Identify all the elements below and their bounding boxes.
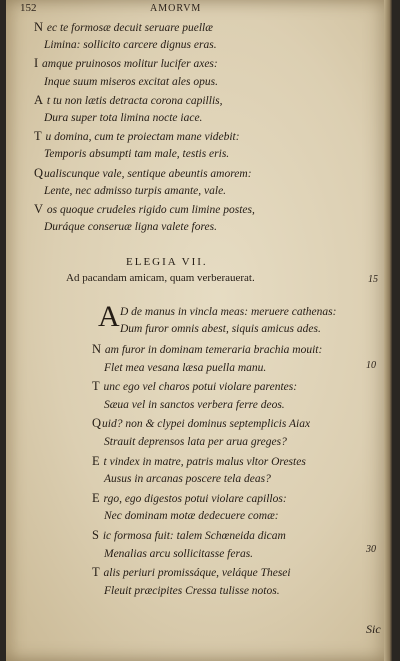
page-header bbox=[20, 2, 380, 18]
drop-capital: A bbox=[98, 300, 120, 333]
margin-note: 10 bbox=[366, 360, 376, 371]
verse-line bbox=[34, 202, 255, 217]
verse-text: u domina, cum te proiectam mane videbit: bbox=[42, 131, 240, 144]
verse-text: t tu non lætis detracta corona capillis, bbox=[44, 94, 223, 107]
verse-line bbox=[92, 342, 322, 357]
verse-line bbox=[92, 528, 286, 543]
verse-line bbox=[34, 129, 240, 144]
elegy-heading: ELEGIA VII. bbox=[126, 256, 208, 268]
margin-note: 30 bbox=[366, 544, 376, 555]
verse-line bbox=[34, 20, 213, 35]
verse-text: unc ego vel charos potui violare parentes: bbox=[100, 381, 298, 394]
verse-text: os quoque crudeles rigido cum limine postes, bbox=[44, 204, 255, 216]
verse-line bbox=[44, 111, 202, 125]
verse-text: Sæua vel in sanctos verbera ferre deos. bbox=[104, 398, 285, 411]
verse-line bbox=[44, 220, 217, 234]
margin-note: 15 bbox=[368, 274, 378, 285]
verse-line bbox=[104, 361, 266, 375]
initial-letter: T bbox=[34, 129, 42, 144]
initial-letter: N bbox=[92, 342, 102, 356]
verse-text: ualiscunque vale, sentique abeuntis amorem: bbox=[44, 167, 252, 180]
running-title: AMORVM bbox=[150, 3, 202, 14]
verse-text: rgo, ego digestos potui violare capillos: bbox=[100, 492, 287, 505]
verse-line bbox=[44, 147, 229, 161]
verse-text: Nec dominam motæ dedecuere comæ: bbox=[104, 510, 279, 523]
verse-text: t vindex in matre, patris malus vltor Orestes bbox=[100, 455, 306, 468]
book-page bbox=[6, 0, 392, 661]
verse-line bbox=[34, 56, 218, 71]
verse-text: Limina: sollicito carcere dignus eras. bbox=[44, 39, 217, 52]
initial-letter: A bbox=[34, 92, 44, 107]
initial-letter: N bbox=[34, 20, 44, 34]
verse-text: uid? non & clypei dominus septemplicis Aiax bbox=[102, 418, 311, 431]
verse-text: Strauit deprensos lata per arua greges? bbox=[104, 436, 287, 448]
verse-line bbox=[92, 379, 297, 394]
verse-line bbox=[92, 491, 287, 506]
verse-line bbox=[104, 398, 285, 412]
initial-letter: E bbox=[92, 453, 100, 468]
initial-letter: E bbox=[92, 490, 100, 505]
verse-text: Dura super tota limina nocte iace. bbox=[44, 112, 203, 124]
verse-text: Temporis absumpti tam male, testis eris. bbox=[44, 148, 230, 161]
verse-text: ec te formosæ decuit seruare puellæ bbox=[44, 22, 213, 34]
verse-line bbox=[44, 38, 217, 52]
page-edge bbox=[384, 0, 392, 661]
verse-line bbox=[44, 184, 226, 198]
verse-line bbox=[104, 435, 287, 449]
verse-line bbox=[92, 416, 310, 431]
initial-letter: T bbox=[92, 565, 100, 580]
verse-text: alis periuri promissáque, veláque Thesei bbox=[100, 567, 291, 580]
initial-letter: Q bbox=[92, 416, 102, 431]
initial-letter: S bbox=[92, 528, 99, 542]
verse-line bbox=[44, 75, 218, 89]
verse-line bbox=[34, 93, 223, 108]
verse-text: Lente, nec admisso turpis amante, vale. bbox=[44, 184, 227, 197]
initial-letter: I bbox=[34, 56, 39, 71]
verse-text: Menalias arcu sollicitasse feras. bbox=[104, 547, 254, 560]
catchword: Sic bbox=[366, 622, 381, 636]
initial-letter: Q bbox=[34, 165, 44, 180]
verse-line bbox=[104, 472, 271, 486]
verse-line bbox=[34, 166, 252, 181]
elegy-argument: Ad pacandam amicam, quam verberauerat. bbox=[66, 272, 255, 284]
verse-line bbox=[104, 509, 279, 523]
verse-line bbox=[104, 547, 253, 561]
folio-number: 152 bbox=[20, 2, 37, 14]
verse-text: Inque suum miseros excitat ales opus. bbox=[44, 75, 218, 88]
verse-text: ic formosa fuit: talem Schœneida dicam bbox=[99, 530, 286, 542]
verse-text: Ausus in arcanas poscere tela deas? bbox=[104, 473, 271, 486]
initial-letter: T bbox=[92, 379, 100, 394]
initial-letter: V bbox=[34, 202, 44, 216]
verse-line bbox=[92, 454, 306, 469]
verse-line: Dum furor omnis abest, siquis amicus ades. bbox=[120, 323, 321, 335]
verse-line: D de manus in vincla meas: meruere cathenas: bbox=[120, 306, 337, 318]
verse-text: Duráque conseruæ ligna valete fores. bbox=[44, 221, 218, 234]
verse-text: Fleuit præcipites Cressa tulisse notos. bbox=[104, 584, 280, 597]
verse-text: Flet mea vesana læsa puella manu. bbox=[104, 361, 267, 374]
verse-line bbox=[104, 584, 280, 598]
verse-line bbox=[92, 565, 291, 580]
verse-text: am furor in dominam temeraria brachia mouit: bbox=[102, 344, 323, 356]
verse-text: amque pruinosos molitur lucifer axes: bbox=[39, 58, 218, 71]
